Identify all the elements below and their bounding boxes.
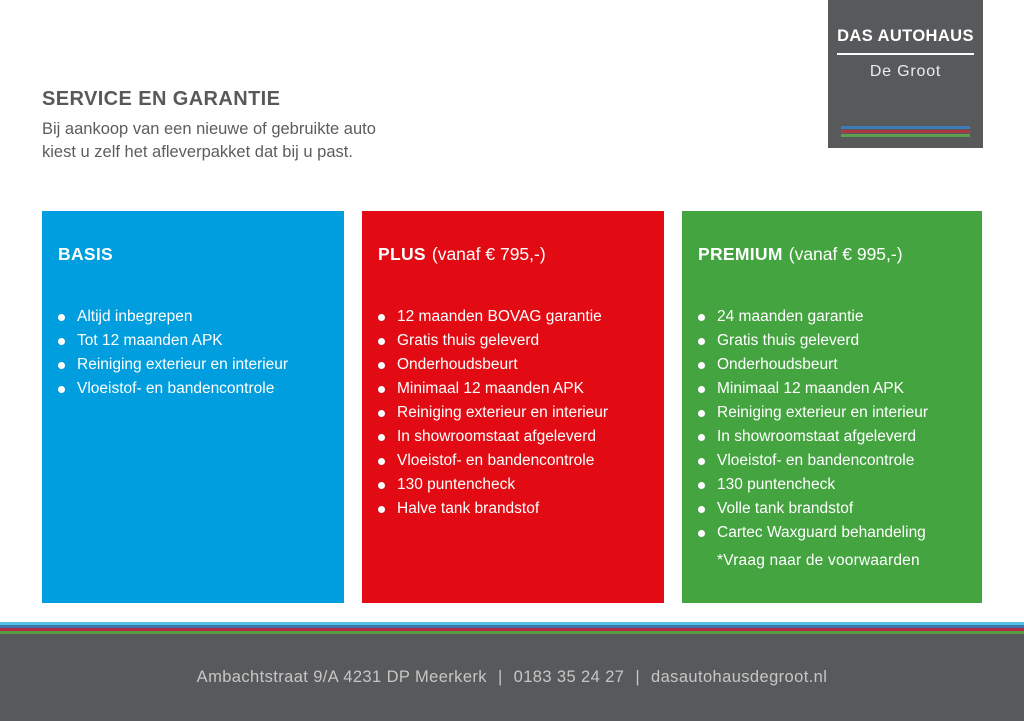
conditions-footnote: *Vraag naar de voorwaarden — [717, 552, 920, 569]
card-title — [698, 244, 970, 265]
bullet-icon — [698, 410, 705, 417]
logo-stripe-red — [841, 130, 970, 133]
page-title: SERVICE EN GARANTIE — [42, 88, 281, 110]
logo-brand-stripes — [841, 125, 970, 137]
bullet-icon — [378, 506, 385, 513]
feature-text: 130 puntencheck — [717, 476, 836, 493]
bullet-icon — [58, 314, 65, 321]
feature-text: Altijd inbegrepen — [77, 308, 193, 325]
feature-text: Gratis thuis geleverd — [717, 332, 860, 349]
feature-item — [378, 497, 652, 521]
feature-text: 12 maanden BOVAG garantie — [397, 308, 602, 325]
bullet-icon — [378, 386, 385, 393]
company-logo — [828, 0, 983, 148]
feature-item — [698, 401, 970, 425]
feature-text: In showroomstaat afgeleverd — [717, 428, 917, 445]
feature-item — [378, 377, 652, 401]
feature-item — [378, 425, 652, 449]
bullet-icon — [698, 362, 705, 369]
feature-item — [378, 329, 652, 353]
feature-text: Minimaal 12 maanden APK — [717, 380, 904, 397]
bullet-icon — [698, 482, 705, 489]
bullet-icon — [58, 338, 65, 345]
package-name: BASIS — [58, 244, 113, 264]
package-card-plus — [362, 211, 664, 603]
package-price: (vanaf € 795,-) — [431, 244, 546, 264]
bullet-icon — [378, 314, 385, 321]
package-cards — [42, 211, 982, 603]
footer-separator: | — [635, 668, 641, 686]
bullet-icon — [698, 530, 705, 537]
feature-item — [58, 377, 332, 401]
bullet-icon — [58, 362, 65, 369]
feature-text: 130 puntencheck — [397, 476, 516, 493]
feature-item — [378, 473, 652, 497]
feature-text: Vloeistof- en bandencontrole — [717, 452, 915, 469]
feature-text: Volle tank brandstof — [717, 500, 854, 517]
logo-stripe-green — [841, 134, 970, 137]
feature-item — [698, 497, 970, 521]
feature-text: Reiniging exterieur en interieur — [717, 404, 929, 421]
feature-item — [378, 401, 652, 425]
package-price: (vanaf € 995,-) — [788, 244, 903, 264]
feature-text: Reiniging exterieur en interieur — [397, 404, 609, 421]
card-title — [58, 244, 332, 265]
feature-item — [698, 449, 970, 473]
feature-item — [378, 353, 652, 377]
feature-text: Reiniging exterieur en interieur — [77, 356, 289, 373]
bullet-icon — [698, 506, 705, 513]
bullet-icon — [698, 386, 705, 393]
feature-text: Onderhoudsbeurt — [397, 356, 518, 373]
bullet-icon — [378, 458, 385, 465]
feature-item — [58, 353, 332, 377]
feature-text: Gratis thuis geleverd — [397, 332, 540, 349]
bullet-icon — [698, 338, 705, 345]
bullet-icon — [378, 482, 385, 489]
feature-item — [58, 305, 332, 329]
feature-item — [698, 353, 970, 377]
footer-website: dasautohausdegroot.nl — [651, 668, 828, 686]
feature-item — [698, 425, 970, 449]
bullet-icon — [698, 458, 705, 465]
feature-item — [58, 329, 332, 353]
package-card-basis — [42, 211, 344, 603]
bullet-icon — [378, 410, 385, 417]
footer-address: Ambachtstraat 9/A 4231 DP Meerkerk — [196, 668, 487, 686]
feature-text: In showroomstaat afgeleverd — [397, 428, 597, 445]
feature-text: 24 maanden garantie — [717, 308, 864, 325]
bullet-icon — [378, 338, 385, 345]
feature-text: Minimaal 12 maanden APK — [397, 380, 584, 397]
bullet-icon — [378, 362, 385, 369]
bullet-icon — [378, 434, 385, 441]
bullet-icon — [698, 314, 705, 321]
bullet-icon — [58, 386, 65, 393]
feature-text: Tot 12 maanden APK — [77, 332, 223, 349]
footer-phone: 0183 35 24 27 — [513, 668, 625, 686]
card-title — [378, 244, 652, 265]
logo-owner-name: De Groot — [869, 63, 942, 80]
contact-footer — [0, 634, 1024, 721]
bullet-icon — [698, 434, 705, 441]
footer-brand-stripes — [0, 622, 1024, 634]
page-subtitle: Bij aankoop van een nieuwe of gebruikte auto kiest u zelf het afleverpakket dat bij u past. — [42, 120, 376, 162]
feature-text: Vloeistof- en bandencontrole — [397, 452, 595, 469]
logo-stripe-blue — [841, 126, 970, 129]
feature-text: Vloeistof- en bandencontrole — [77, 380, 275, 397]
package-name: PLUS — [378, 244, 426, 264]
feature-item — [698, 329, 970, 353]
feature-list — [698, 305, 970, 545]
feature-text: Cartec Waxguard behandeling — [717, 524, 926, 541]
feature-item — [698, 305, 970, 329]
feature-item — [698, 473, 970, 497]
package-name: PREMIUM — [698, 244, 783, 264]
footer-separator: | — [497, 668, 503, 686]
logo-brand-name: DAS AUTOHAUS — [837, 27, 974, 55]
feature-list — [378, 305, 652, 521]
page-header — [42, 88, 414, 165]
feature-text: Onderhoudsbeurt — [717, 356, 838, 373]
feature-item — [378, 449, 652, 473]
feature-item — [698, 377, 970, 401]
feature-list — [58, 305, 332, 401]
feature-item — [698, 521, 970, 545]
package-card-premium — [682, 211, 982, 603]
feature-item — [378, 305, 652, 329]
feature-text: Halve tank brandstof — [397, 500, 540, 517]
